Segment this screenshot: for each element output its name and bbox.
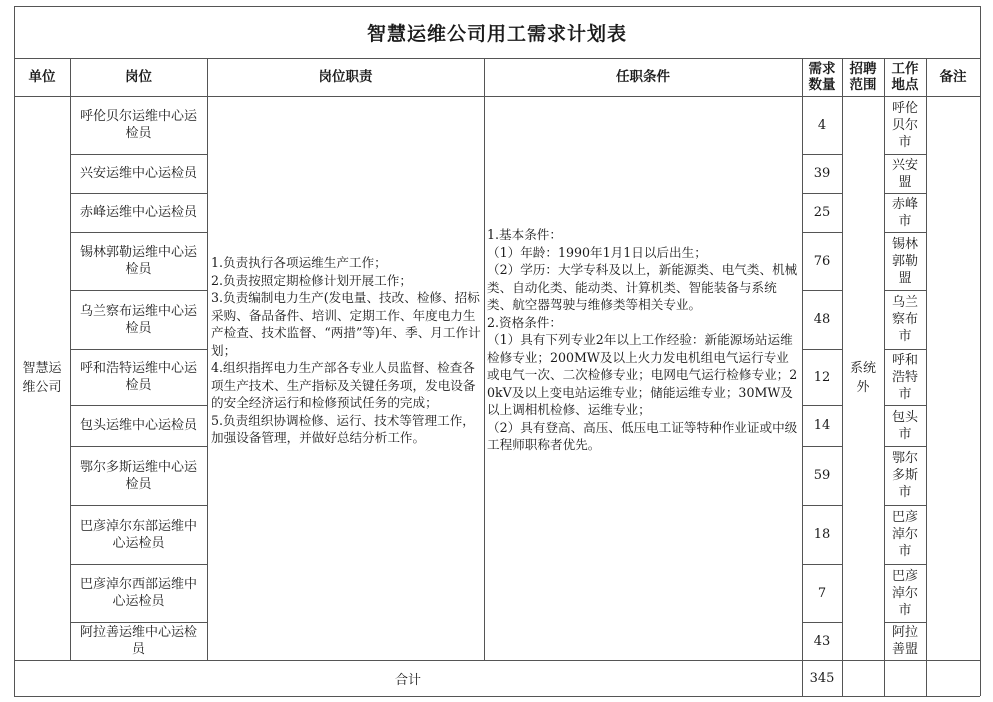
duties-text — [211, 254, 481, 447]
work-location: 呼伦贝尔市 — [891, 100, 918, 150]
work-location: 兴安盟 — [891, 157, 918, 190]
position-name: 巴彦淖尔东部运维中心运检员 — [79, 518, 197, 551]
header-location: 工作地点 — [891, 61, 919, 93]
demand-count: 12 — [813, 369, 831, 385]
position-name: 阿拉善运维中心运检员 — [79, 625, 197, 657]
position-name: 鄂尔多斯运维中心运检员 — [79, 459, 197, 492]
grid-line — [980, 6, 981, 696]
grid-line — [207, 58, 208, 660]
position-name: 呼伦贝尔运维中心运检员 — [79, 109, 197, 141]
work-location: 鄂尔多斯市 — [891, 451, 918, 500]
header-duties: 岗位职责 — [318, 69, 373, 85]
work-location: 巴彦淖尔市 — [891, 568, 918, 618]
demand-count: 7 — [817, 585, 827, 601]
duty-line: 1.负责执行各项运维生产工作； — [211, 255, 387, 270]
header-count: 需求数量 — [808, 61, 836, 93]
requirement-line: 2.资格条件： — [487, 314, 562, 330]
header-scope: 招聘范围 — [849, 61, 877, 93]
header-remarks: 备注 — [939, 69, 967, 85]
demand-count: 18 — [813, 527, 831, 542]
position-name: 乌兰察布运维中心运检员 — [79, 303, 197, 336]
work-location: 阿拉善盟 — [891, 625, 918, 657]
duty-line: 5.负责组织协调检修、运行、技术等管理工作，加强设备管理，并做好总结分析工作。 — [211, 412, 475, 445]
demand-count: 39 — [813, 166, 831, 181]
work-location: 乌兰察布市 — [891, 295, 918, 344]
position-name: 呼和浩特运维中心运检员 — [79, 361, 197, 393]
header-unit: 单位 — [28, 69, 56, 85]
demand-count: 25 — [813, 205, 831, 220]
work-location: 锡林郭勒盟 — [891, 236, 918, 286]
recruit-scope: 系统外 — [850, 361, 877, 395]
position-name: 包头运维中心运检员 — [79, 418, 197, 433]
grid-line — [14, 696, 980, 697]
demand-count: 48 — [813, 312, 831, 327]
work-location: 巴彦淖尔市 — [891, 510, 918, 559]
position-name: 巴彦淖尔西部运维中心运检员 — [79, 577, 197, 609]
work-location: 包头市 — [891, 409, 918, 442]
header-requirements: 任职条件 — [616, 69, 670, 85]
duty-line: 2.负责按照定期检修计划开展工作； — [211, 272, 412, 288]
requirement-line: （1）年龄：1990年1月1日以后出生； — [487, 244, 707, 260]
demand-count: 43 — [813, 633, 831, 649]
duty-line: 3.负责编制电力生产(发电量、技改、检修、招标采购、备品备件、培训、定期工作、年度电力生产检查、技术监督、“两措”等)年、季、月工作计划； — [211, 290, 481, 358]
demand-count: 4 — [817, 117, 827, 133]
position-name: 锡林郭勒运维中心运检员 — [79, 245, 197, 277]
sheet-title: 智慧运维公司用工需求计划表 — [366, 22, 627, 45]
unit-name: 智慧运维公司 — [22, 361, 62, 395]
requirements-text — [487, 226, 799, 454]
total-count: 345 — [809, 670, 835, 686]
header-position: 岗位 — [125, 69, 152, 85]
requirement-line: 1.基本条件： — [487, 227, 562, 242]
demand-count: 59 — [813, 468, 831, 483]
grid-line — [926, 58, 927, 696]
requirement-line: （1）具有下列专业2年以上工作经验：新能源场站运维检修专业；200MW及以上火力发电机组电气运行专业或电气一次、二次检修专业；电网电气运行检修专业；20kV及以上变电站运维专业；储能运维专业；30MW及以上调相机检修、运维专业； — [487, 332, 798, 417]
position-name: 赤峰运维中心运检员 — [79, 205, 197, 220]
work-location: 赤峰市 — [891, 196, 918, 229]
work-location: 呼和浩特市 — [891, 352, 918, 402]
demand-count: 76 — [813, 253, 831, 269]
duty-line: 4.组织指挥电力生产部各专业人员监督、检查各项生产技术、生产指标及关键任务项，发电设备的安全经济运行和检修预试任务的完成； — [211, 360, 476, 410]
requirement-line: （2）具有登高、高压、低压电工证等特种作业证或中级工程师职称者优先。 — [487, 419, 798, 452]
requirement-line: （2）学历：大学专科及以上，新能源类、电气类、机械类、自动化类、能动类、计算机类、智能装备与系统类、航空器驾驶与维修类等相关专业。 — [487, 262, 798, 312]
total-label: 合计 — [394, 672, 421, 688]
demand-count: 14 — [813, 418, 831, 433]
position-name: 兴安运维中心运检员 — [79, 166, 197, 181]
grid-line — [484, 58, 485, 660]
